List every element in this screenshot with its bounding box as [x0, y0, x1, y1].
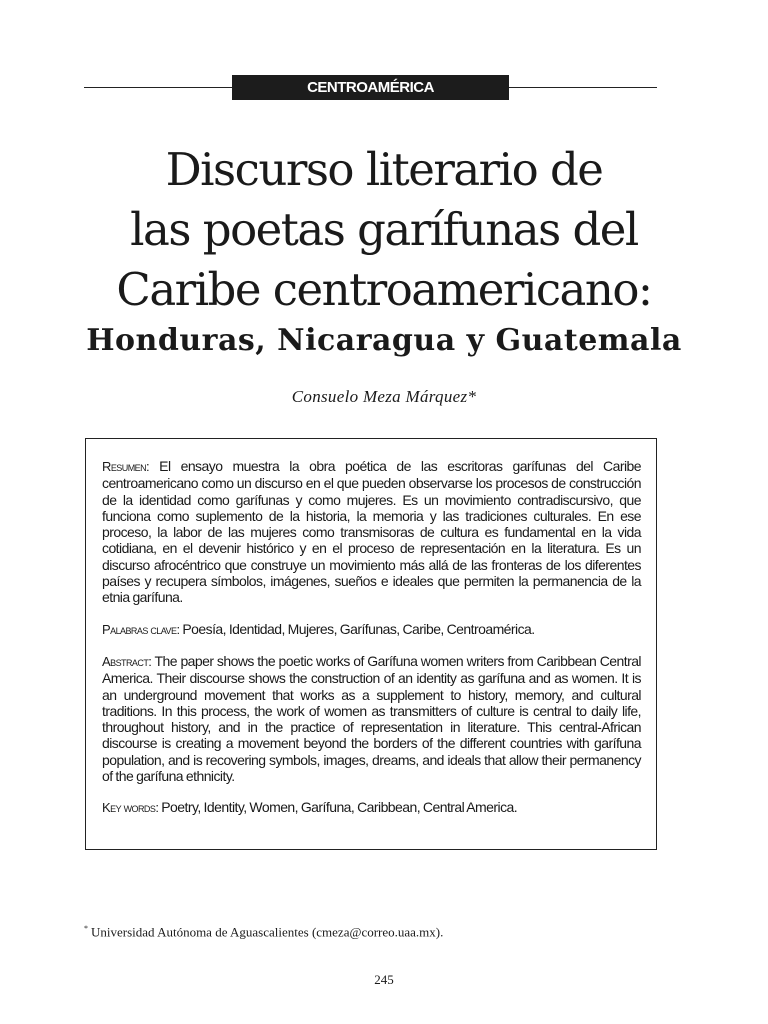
header-rule-left [84, 87, 232, 88]
title-line-2: las poetas garífunas del [130, 203, 638, 256]
palabras-clave-paragraph [102, 621, 641, 638]
abstract-label: Abstract: [102, 653, 152, 669]
article-subtitle: Honduras, Nicaragua y Guatemala [86, 323, 682, 358]
palabras-clave-text: Poesía, Identidad, Mujeres, Garífunas, Caribe, Centroamérica. [182, 620, 535, 637]
author-name: Consuelo Meza Márquez* [291, 387, 477, 406]
footnote-text: Universidad Autónoma de Aguascalientes (cmeza@correo.uaa.mx). [91, 924, 444, 940]
palabras-clave-label: Palabras clave: [102, 621, 180, 637]
keywords-text: Poetry, Identity, Women, Garífuna, Caribbean, Central America. [161, 799, 518, 816]
abstract-text: The paper shows the poetic works of Garífuna women writers from Caribbean Central America. Their discourse shows the construction of an identity as garífuna and as women. It is an underground movement that works as a supplement to history, memory, and cultural traditions. In this process, the work of women as transmitters of culture is central to daily life, throughout history, and in the practice of representation in literature. This central-African discourse is creating a movement beyond the borders of the different countries with garífuna population, and is recovering symbols, images, dreams, and ideals that allow their permanency of the garífuna ethnicity. [102, 652, 641, 785]
resumen-label: Resumen: [102, 459, 150, 474]
article-title [40, 140, 728, 360]
title-line-1: Discurso literario de [165, 143, 603, 196]
title-line-3: Caribe centroamericano: [116, 263, 652, 316]
abstract-box [85, 438, 657, 850]
footnote [84, 924, 443, 940]
resumen-paragraph [102, 458, 641, 606]
header-rule-right [509, 87, 657, 88]
section-label: CENTROAMÉRICA [232, 75, 509, 100]
keywords-label: Key words: [102, 800, 159, 816]
page-number: 245 [374, 972, 394, 987]
resumen-text: El ensayo muestra la obra poética de las escritoras garífunas del Caribe centroamericano como un discurso en el que pueden observarse los procesos de construcción de la identidad como garífunas y como mujeres. Es un movimiento contradiscursivo, que funciona como suplemento de la historia, la memoria y las tradiciones culturales. En ese proceso, la labor de las mujeres como transmisoras de cultura es fundamental en la vida cotidiana, en el devenir histórico y en el proceso de representación en la literatura. Es un discurso afrocéntrico que construye un movimiento más allá de las fronteras de los diferentes países y recupera símbolos, imágenes, sueños e ideales que permiten la permanencia de la etnia garífuna. [102, 458, 641, 606]
footnote-marker: * [84, 924, 88, 933]
abstract-paragraph [102, 653, 641, 784]
keywords-paragraph [102, 799, 641, 816]
